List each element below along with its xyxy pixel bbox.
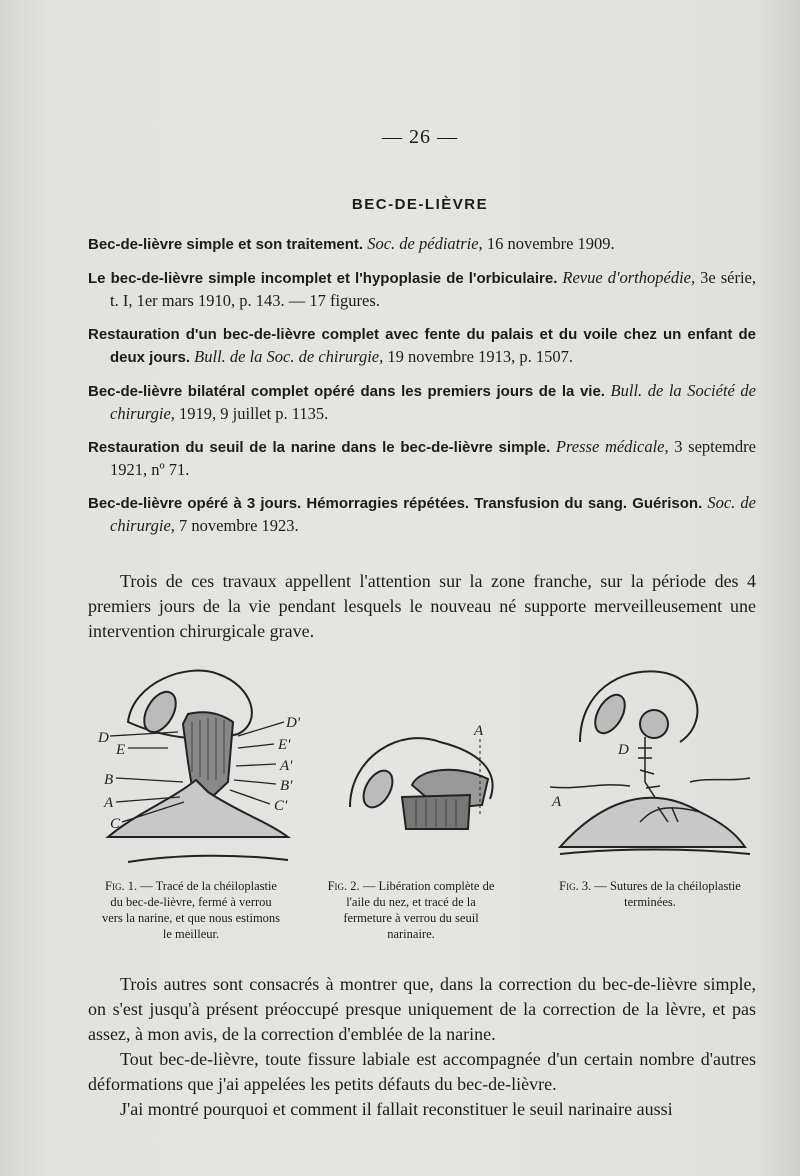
reference-title: Le bec-de-lièvre simple incomplet et l'hypoplasie de l'orbiculaire. <box>88 270 558 287</box>
figure-1-caption <box>100 878 282 942</box>
caption-number: Fig. 1. <box>105 879 138 893</box>
caption-text: — Libération complète de l'aile du nez, et tracé de la fermeture à verrou du seuil narinaire. <box>343 879 495 941</box>
reference-item <box>88 380 756 425</box>
section-heading: BEC-DE-LIÈVRE <box>351 196 489 213</box>
figure-3-drawing <box>550 662 760 862</box>
reference-title: Bec-de-lièvre opéré à 3 jours. Hémorragies répétées. Transfusion du sang. Guérison. <box>88 495 703 512</box>
fig1-label-b: B <box>104 772 114 788</box>
figure-row <box>88 662 768 882</box>
fig1-label-b-prime: B' <box>280 778 293 794</box>
fig1-label-a: A <box>104 795 114 811</box>
fig1-label-e: E <box>116 742 126 758</box>
fig1-label-d-prime: D' <box>286 715 301 731</box>
reference-source: Bull. de la Société de chirurgie, <box>110 381 756 423</box>
reference-list <box>88 233 756 548</box>
caption-text: — Sutures de la chéiloplastie terminées. <box>591 879 741 909</box>
caption-number: Fig. 3. <box>559 879 592 893</box>
reference-title: Restauration du seuil de la narine dans le bec-de-lièvre simple. <box>88 439 551 456</box>
reference-detail: 1919, 9 juillet p. 1135. <box>174 404 329 423</box>
fig1-label-a-prime: A' <box>280 758 293 774</box>
paragraph-text: Trois autres sont consacrés à montrer que, dans la correction du bec-de-lièvre simple, on s'est jusqu'à présent préoccupé presque uniquement de la correction de la lèvre, et pas assez, à mon avis, de la correction d'emblée de la narine. <box>88 974 756 1044</box>
fig1-label-e-prime: E' <box>278 737 291 753</box>
reference-detail: 16 novembre 1909. <box>482 234 615 253</box>
paragraph-text: Tout bec-de-lièvre, toute fissure labiale est accompagnée d'un certain nombre d'autres déformations que j'ai appelées les petits défauts du bec-de-lièvre. <box>88 1049 756 1094</box>
reference-source: Soc. de pédiatrie, <box>367 234 483 253</box>
reference-item <box>88 267 756 312</box>
fig2-label-a: A <box>474 723 484 739</box>
reference-source: Bull. de la Soc. de chirurgie, <box>194 347 384 366</box>
paragraph-text: Trois de ces travaux appellent l'attention sur la zone franche, sur la période des 4 premiers jours de la vie pendant lesquels le nouveau né supporte merveilleusement une intervention chirurgicale grave. <box>88 571 756 641</box>
reference-source: Soc. de chirurgie, <box>110 493 757 535</box>
figure-2-drawing <box>340 717 510 837</box>
fig1-label-c: C <box>110 816 121 832</box>
figure-2-caption <box>322 878 500 942</box>
fig3-label-d: D <box>618 742 629 758</box>
reference-source: Presse médicale, <box>555 437 669 456</box>
figure-3-caption <box>540 878 760 910</box>
fig1-label-c-prime: C' <box>274 798 288 814</box>
caption-number: Fig. 2. <box>327 879 360 893</box>
reference-title: Restauration d'un bec-de-lièvre complet avec fente du palais et du voile chez un enfant de deux jours. <box>88 326 756 366</box>
reference-detail: 19 novembre 1913, p. 1507. <box>383 347 573 366</box>
reference-detail: 3e série, t. I, 1er mars 1910, p. 143. — 17 figures. <box>110 268 756 310</box>
figure-1-drawing <box>88 662 318 872</box>
fig3-label-a: A <box>552 794 562 810</box>
reference-item <box>88 233 756 256</box>
reference-item <box>88 492 756 537</box>
fig1-label-d: D <box>98 730 109 746</box>
reference-item <box>88 323 756 369</box>
page-number: — 26 — <box>382 126 458 148</box>
reference-item <box>88 436 756 481</box>
reference-title: Bec-de-lièvre simple et son traitement. <box>88 236 364 253</box>
reference-title: Bec-de-lièvre bilatéral complet opéré dans les premiers jours de la vie. <box>88 383 605 400</box>
caption-text: — Tracé de la chéiloplastie du bec-de-lièvre, fermé à verrou vers la narine, et que nous estimons le meilleur. <box>101 879 281 941</box>
reference-detail: 3 septemdre 1921, nº 71. <box>110 437 756 479</box>
paragraph-intro <box>88 569 756 644</box>
reference-source: Revue d'orthopédie, <box>562 268 696 287</box>
reference-detail: 7 novembre 1923. <box>174 516 299 535</box>
paragraph-text: J'ai montré pourquoi et comment il fallait reconstituer le seuil narinaire aussi <box>120 1099 673 1119</box>
paragraph-body <box>88 972 756 1122</box>
